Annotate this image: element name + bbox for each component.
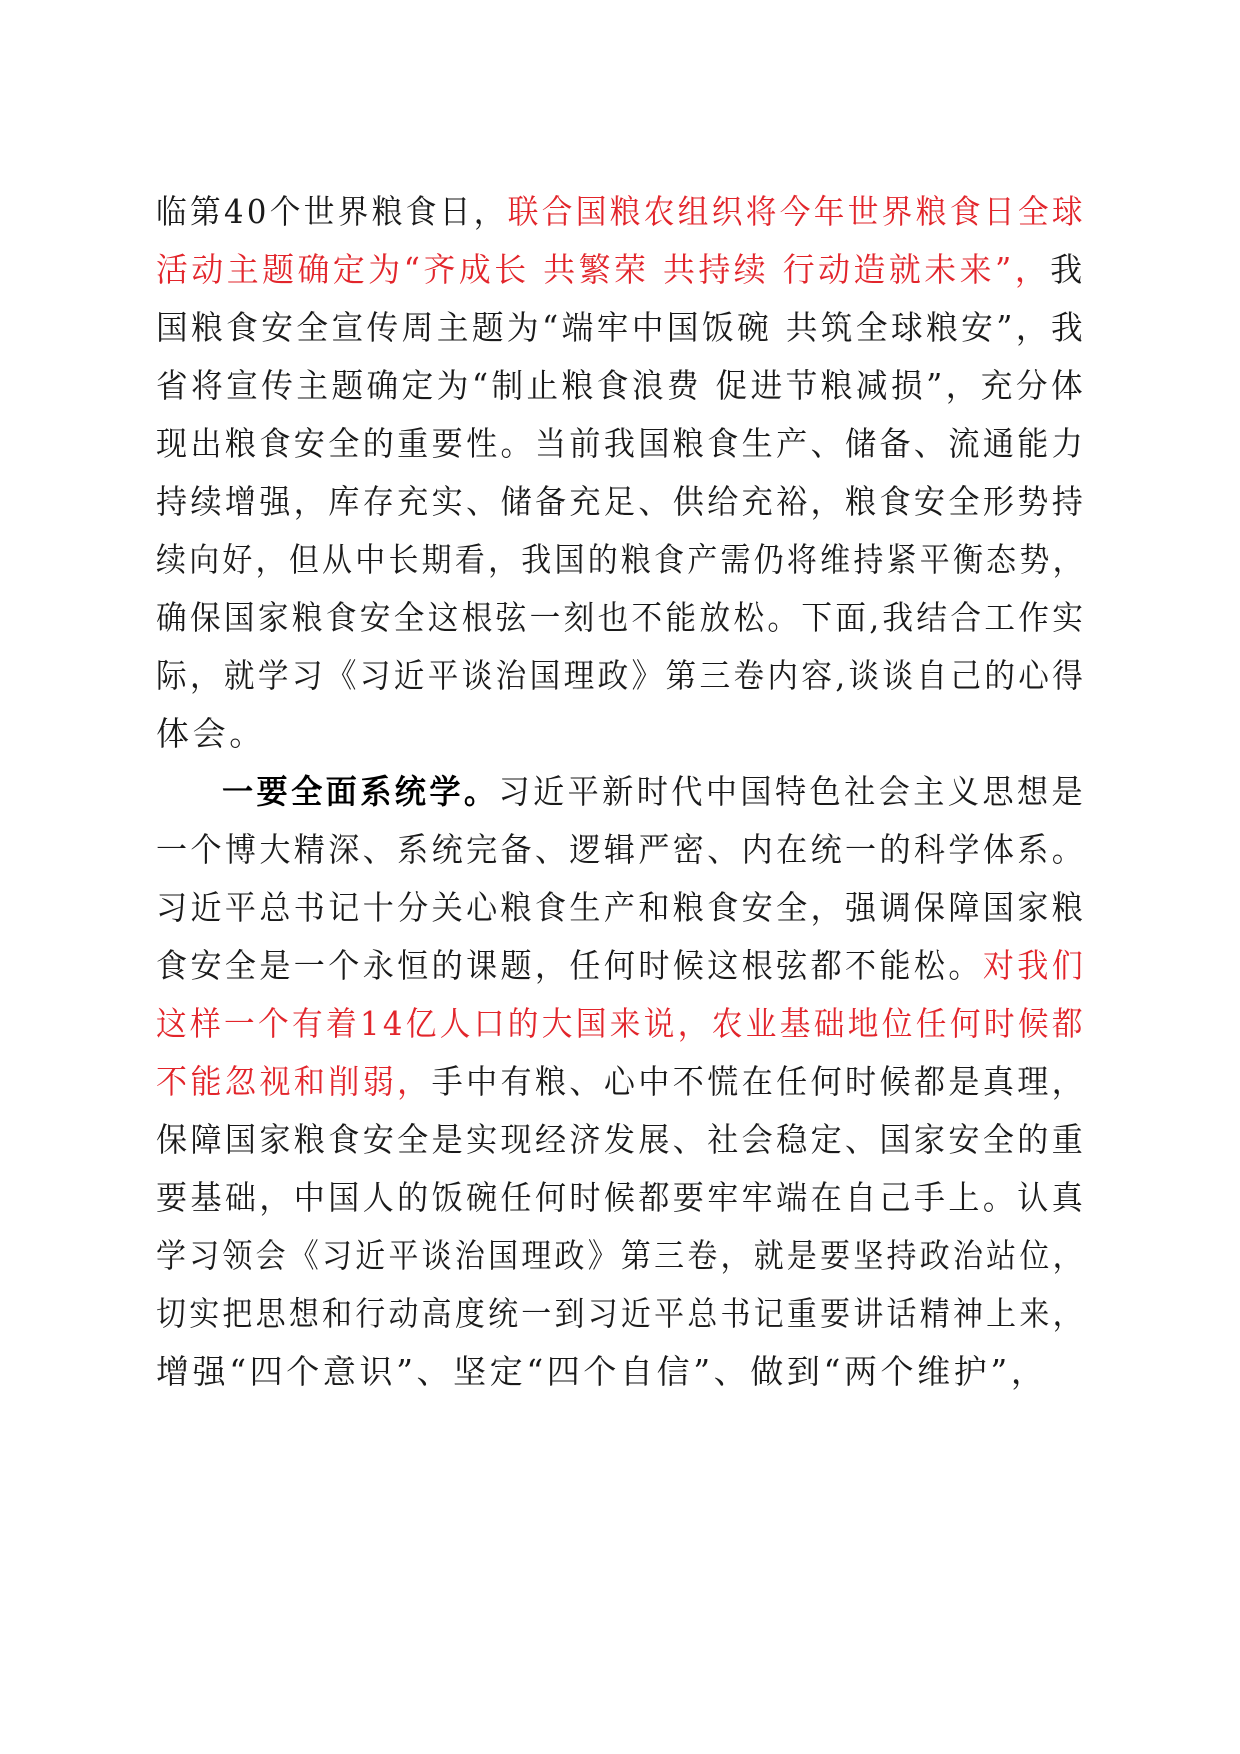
text-segment: 持续增强，库存充实、储备充足、供给充裕，粮食安全形势持 <box>156 482 1087 521</box>
text-line <box>156 1060 1086 1104</box>
text-line <box>156 248 1086 292</box>
text-segment: 增强“四个意识”、坚定“四个自信”、做到“两个维护”， <box>156 1352 1048 1391</box>
text-segment: 临第40个世界粮食日， <box>156 192 508 231</box>
text-segment: 现出粮食安全的重要性。当前我国粮食生产、储备、流通能力 <box>156 424 1087 463</box>
text-line <box>156 1350 1047 1394</box>
text-line <box>156 480 1086 524</box>
text-line <box>156 364 1086 408</box>
text-segment: 食安全是一个永恒的课题，任何时候这根弦都不能松。 <box>156 946 983 985</box>
text-segment: 我 <box>1050 250 1086 289</box>
highlighted-text: 对我们 <box>982 946 1087 985</box>
highlighted-text: 活动主题确定为“齐成长 共繁荣 共持续 行动造就未来”， <box>156 250 1051 289</box>
text-line <box>156 1002 1086 1046</box>
text-segment: 学习领会《习近平谈治国理政》第三卷，就是要坚持政治站位， <box>156 1236 1086 1275</box>
text-segment: 手中有粮、心中不慌在任何时候都是真理， <box>431 1062 1087 1101</box>
highlighted-text: 这样一个有着14亿人口的大国来说，农业基础地位任何时候都 <box>156 1004 1086 1043</box>
text-segment: 体会。 <box>156 714 266 753</box>
text-segment: 切实把思想和行动高度统一到习近平总书记重要讲话精神上来， <box>156 1294 1086 1333</box>
text-segment: 省将宣传主题确定为“制止粮食浪费 促进节粮减损”，充分体 <box>156 366 1087 405</box>
text-segment: 习近平总书记十分关心粮食生产和粮食安全，强调保障国家粮 <box>156 888 1087 927</box>
text-line <box>156 886 1086 930</box>
text-segment: 一个博大精深、系统完备、逻辑严密、内在统一的科学体系。 <box>156 830 1087 869</box>
text-segment: 保障国家粮食安全是实现经济发展、社会稳定、国家安全的重 <box>156 1120 1087 1159</box>
text-segment: 习近平新时代中国特色社会主义思想是 <box>498 772 1087 811</box>
text-line <box>156 538 1086 582</box>
text-line <box>156 1292 1086 1336</box>
text-segment: 际，就学习《习近平谈治国理政》第三卷内容,谈谈自己的心得 <box>156 656 1087 695</box>
text-line <box>156 712 266 756</box>
text-line <box>156 422 1086 466</box>
highlighted-text: 联合国粮农组织将今年世界粮食日全球 <box>507 192 1086 231</box>
highlighted-text: 不能忽视和削弱， <box>156 1062 432 1101</box>
text-segment: 国粮食安全宣传周主题为“端牢中国饭碗 共筑全球粮安”，我 <box>156 308 1087 347</box>
text-line <box>222 770 1086 814</box>
text-segment: 确保国家粮食安全这根弦一刻也不能放松。下面,我结合工作实 <box>156 598 1087 637</box>
text-line <box>156 654 1086 698</box>
text-line <box>156 1176 1086 1220</box>
text-line <box>156 596 1086 640</box>
text-line <box>156 944 1086 988</box>
text-segment: 要基础，中国人的饭碗任何时候都要牢牢端在自己手上。认真 <box>156 1178 1087 1217</box>
text-line <box>156 828 1086 872</box>
text-line <box>156 1234 1086 1278</box>
text-line <box>156 306 1086 350</box>
text-line <box>156 190 1086 234</box>
section-heading: 一要全面系统学。 <box>222 772 499 811</box>
text-line <box>156 1118 1086 1162</box>
text-segment: 续向好，但从中长期看，我国的粮食产需仍将维持紧平衡态势， <box>156 540 1086 579</box>
